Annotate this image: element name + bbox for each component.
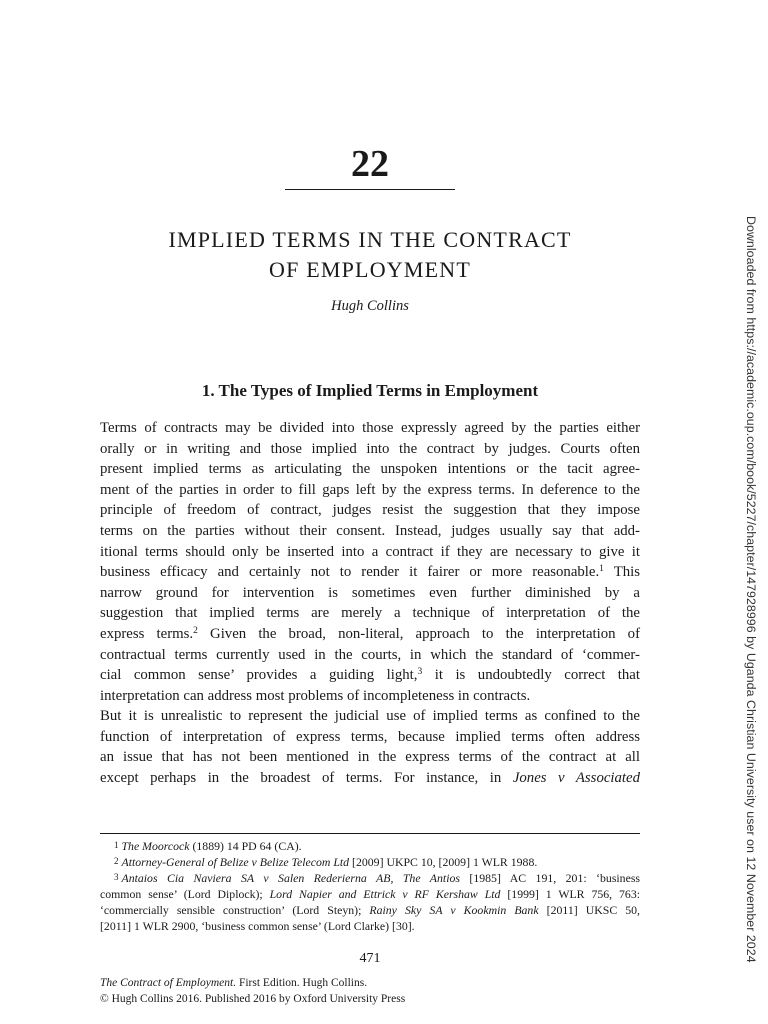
text-segment: business efficacy and certainly not to render it fairer or more reasonable. [100,564,600,581]
text-segment: except perhaps in the broadest of terms. For instance, in [100,769,502,786]
text-line: an issue that has not been mentioned in the express terms of the contract at all [100,749,640,766]
text-line [100,768,640,789]
page-number: 471 [359,951,381,966]
text-line: present implied terms as articulating the unspoken intentions or the tacit agree- [100,461,640,478]
text-segment: express terms. [100,625,194,642]
text-line: principle of freedom of contract, judges resist the suggestion that they impose [100,502,640,519]
footnote-3-line-4: [2011] 1 WLR 2900, ‘business common sense’ (Lord Clarke) [30]. [100,919,415,933]
text-line [100,624,640,645]
footnote-3 [100,870,640,886]
text-line: suggestion that implied terms are merely a technique of interpretation of the [100,605,640,622]
text-segment: Given the broad, non-literal, approach to the interpretation of [197,625,641,642]
paragraph-1 [100,418,640,706]
text-segment: This [603,564,640,581]
footnote-text: (1889) 14 PD 64 (CA). [189,839,302,853]
text-segment: it is undoubtedly correct that [422,667,640,684]
imprint-copyright: © Hugh Collins 2016. Published 2016 by Oxford University Press [100,992,406,1005]
footnote-ref-2[interactable]: 2 [193,625,198,636]
text-line: interpretation can address most problems of incompleteness in contracts. [100,687,531,704]
chapter-number: 22 [351,143,389,185]
footnote-1 [100,838,640,854]
footnote-3-line-2 [100,886,640,902]
section-heading: 1. The Types of Implied Terms in Employment [201,381,539,400]
footnote-ref-1[interactable]: 1 [599,564,604,575]
imprint-line-1 [100,976,405,992]
case-name: Attorney-General of Belize v Belize Telecom Ltd [121,855,350,869]
text-line: ment of the parties in order to fill gaps left by the express terms. In deference to the [100,481,640,498]
footnote-mark: 3 [114,872,119,882]
case-name: Lord Napier and Ettrick v RF Kershaw Ltd [269,887,501,901]
footnote-text: [2011] UKSC 50, [538,903,640,917]
text-line: Terms of contracts may be divided into those expressly agreed by the parties either [100,420,640,436]
download-watermark [740,216,760,963]
chapter-author: Hugh Collins [331,298,409,314]
footnote-text: [2009] UKPC 10, [2009] 1 WLR 1988. [349,855,538,869]
text-line: narrow ground for intervention is sometimes even further diminished by a [100,584,640,601]
footnote-divider [100,833,640,834]
footnote-3-line-3 [100,902,640,918]
case-name: The Moorcock [121,839,190,853]
chapter-title [0,225,740,285]
case-name: Rainy Sky SA v Kookmin Bank [369,903,539,917]
imprint-text: First Edition. Hugh Collins. [236,977,368,989]
text-line [100,562,640,583]
book-title: The Contract of Employment. [100,977,237,989]
text-line: contractual terms currently used in the courts, in which the standard of ‘commer- [100,646,640,663]
text-line: But it is unrealistic to represent the judicial use of implied terms as confined to the [100,708,640,724]
footnote-ref-3[interactable]: 3 [417,667,423,678]
footnote-mark: 1 [114,840,119,850]
paragraph-2 [100,706,640,788]
text-segment: cial common sense’ provides a guiding light, [100,667,418,684]
imprint [100,976,405,1007]
case-name: Jones v Associated [501,769,640,786]
chapter-divider [285,189,455,190]
footnotes [100,838,640,934]
footnote-text: [1999] 1 WLR 756, 763: [500,887,640,901]
footnote-mark: 2 [114,856,119,866]
text-line [100,665,640,686]
footnote-text: common sense’ (Lord Diplock); [100,887,270,901]
footnote-2 [100,854,640,870]
footnote-text: ‘commercially sensible construction’ (Lord Steyn); [100,903,370,917]
chapter-title-line-1: IMPLIED TERMS IN THE CONTRACT [168,227,572,252]
text-line: terms on the parties without their consent. Instead, judges usually say that add- [100,522,640,539]
text-line: orally or in writing and those implied into the contract by judges. Courts often [100,440,640,457]
case-name: Antaios Cia Naviera SA v Salen Rederierna AB, The Antios [121,871,460,885]
footnote-text: [1985] AC 191, 201: ‘business [459,871,641,885]
text-line: itional terms should only be inserted into a contract if they are necessary to give it [100,543,640,560]
text-line: function of interpretation of express terms, because implied terms often address [100,728,640,745]
download-notice-text: Downloaded from https://academic.oup.com/book/5227/chapter/147928996 by Uganda Christian University user on 12 November 2024 [744,216,758,963]
chapter-title-line-2: OF EMPLOYMENT [269,257,471,282]
